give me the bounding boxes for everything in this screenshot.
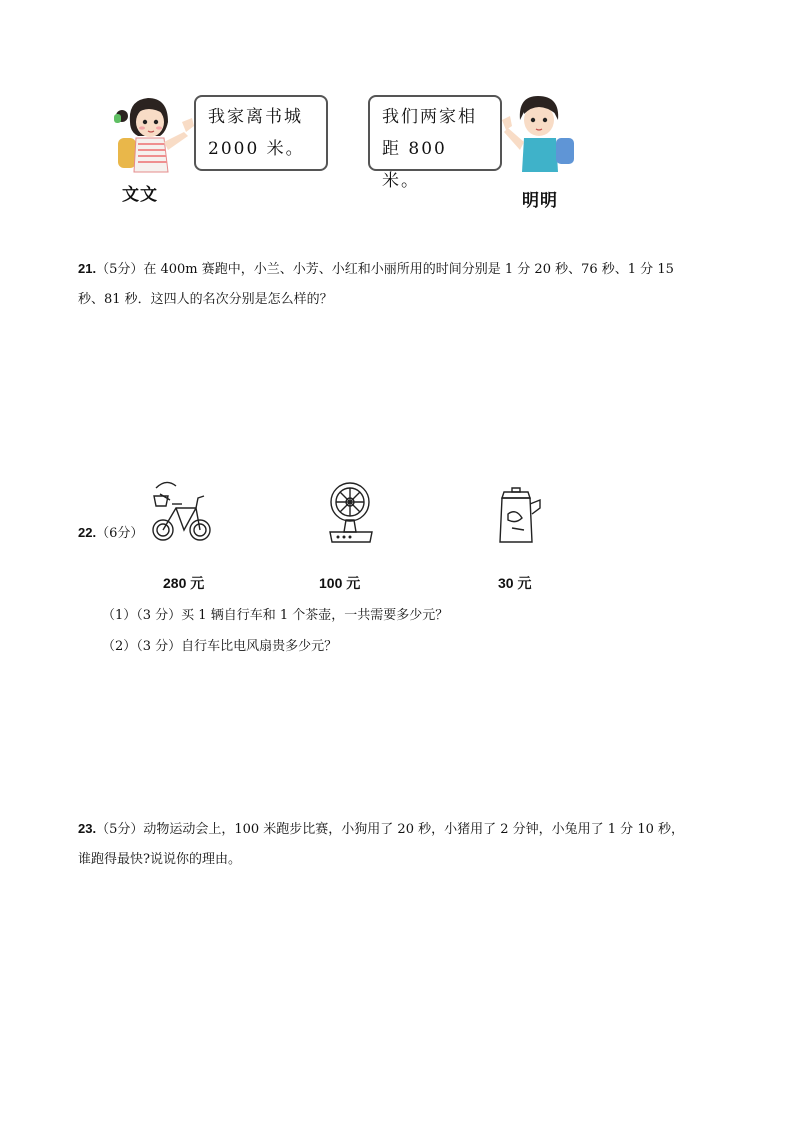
question-23-number: 23. [78,821,97,836]
question-22-number: 22. [78,525,97,540]
bicycle-icon [150,478,214,546]
girl-speech-line1: 我家离书城 [208,107,303,127]
fan-price: 100 元 [319,575,361,591]
question-23-text-line1: 动物运动会上，100 米跑步比赛，小狗用了 20 秒，小猪用了 2 分钟，小兔用了 1 分 10 秒， [143,822,684,837]
question-22-score: （6分） [96,526,144,541]
question-21-line1 [78,254,738,285]
question-23 [78,814,748,875]
girl-figure-icon [108,92,196,184]
girl-speech-bubble [194,95,328,171]
question-22-header [78,518,143,549]
boy-name: 明明 [522,191,558,211]
bicycle-price: 280 元 [163,575,205,591]
question-22-sub1: （1）（3 分）买 1 辆自行车和 1 个茶壶，一共需要多少元？ [102,608,449,623]
girl-name: 文文 [122,185,158,205]
boy-speech-line2: 距 800 米。 [382,139,447,191]
question-23-line1 [78,814,748,845]
girl-speech-line2: 2000 米。 [208,139,305,159]
fan-icon [326,480,376,546]
question-21-number: 21. [78,261,97,276]
question-22-sub2: （2）（3 分）自行车比电风扇贵多少元？ [102,639,338,654]
question-23-text-line2: 谁跑得最快?说说你的理由。 [78,852,241,867]
question-21-score: （5分） [96,262,144,277]
question-21-text-line1: 在 400m 赛跑中，小兰、小芳、小红和小丽所用的时间分别是 1 分 20 秒、76 秒、1 分 15 [143,262,674,277]
boy-speech-bubble [368,95,502,191]
boy-speech-line1: 我们两家相 [382,107,477,127]
question-23-score: （5分） [96,822,144,837]
question-21 [78,254,738,315]
teapot-icon [494,484,546,546]
question-21-text-line2: 秒、81 秒．这四人的名次分别是怎么样的？ [78,292,333,307]
teapot-price: 30 元 [498,575,532,591]
boy-figure-icon [502,92,582,184]
